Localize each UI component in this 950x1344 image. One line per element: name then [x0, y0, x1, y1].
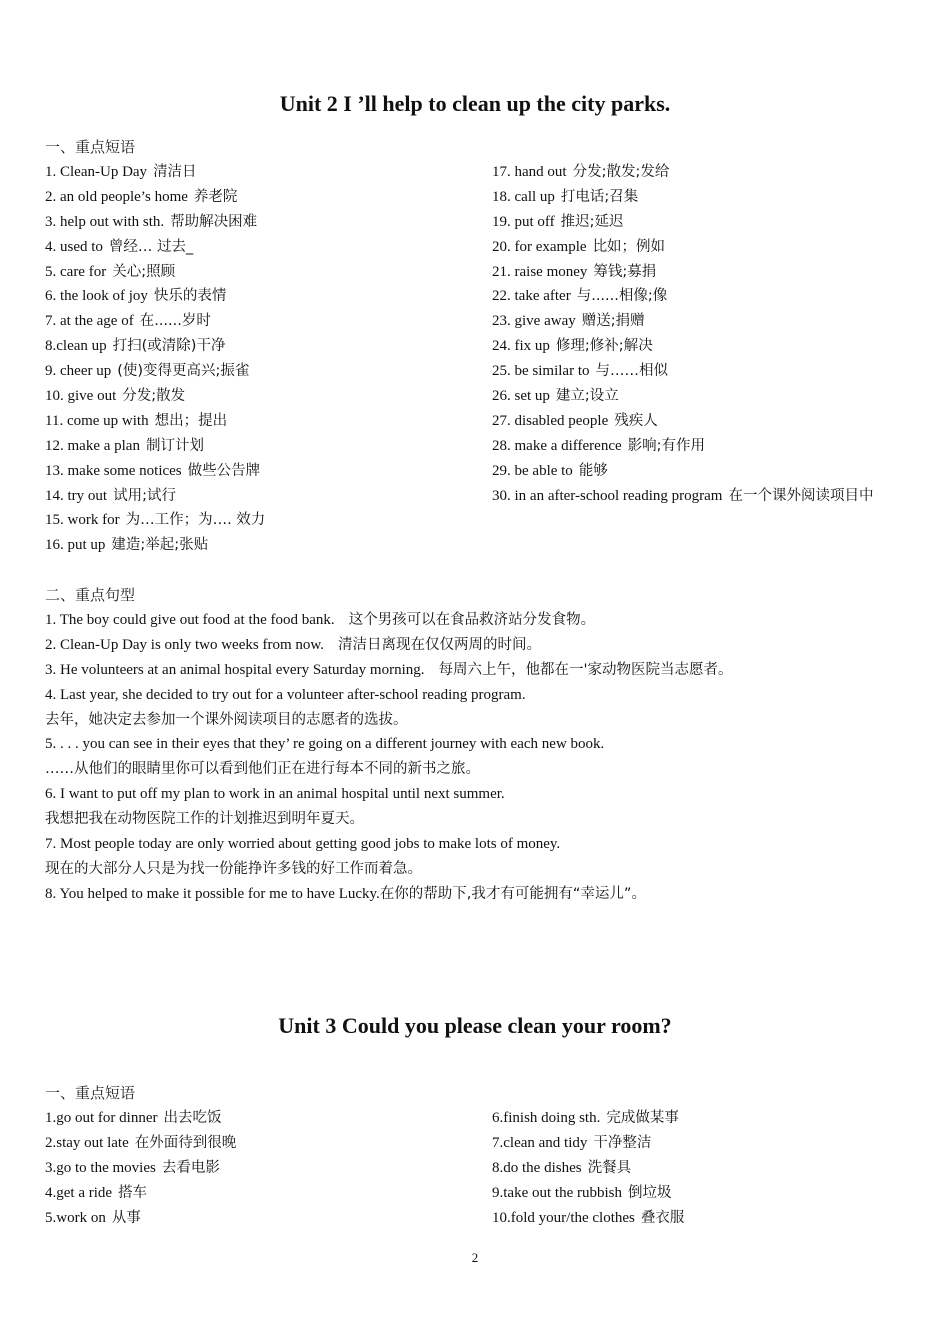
phrase-chinese: 想出；提出	[154, 412, 228, 429]
phrase-item	[492, 484, 912, 509]
phrase-english: 27. disabled people	[492, 412, 609, 429]
phrase-item	[492, 1206, 912, 1231]
phrase-item	[492, 309, 912, 334]
phrase-item	[492, 160, 912, 185]
phrase-english: 21. raise money	[492, 263, 588, 280]
phrase-english: 25. be similar to	[492, 363, 590, 380]
phrase-english: 10.fold your/the clothes	[492, 1209, 635, 1226]
phrase-item	[45, 1181, 475, 1206]
phrase-english: 18. call up	[492, 188, 555, 205]
phrase-item	[492, 235, 912, 260]
phrase-english: 9. cheer up	[45, 363, 112, 380]
sentence-english: 7. Most people today are only worried about getting good jobs to make lots of money.	[45, 836, 561, 853]
phrase-english: 4.get a ride	[45, 1184, 113, 1201]
phrase-english: 24. fix up	[492, 338, 550, 355]
phrase-item	[45, 284, 475, 309]
sentence-chinese: 我想把我在动物医院工作的计划推迟到明年夏天。	[45, 811, 364, 828]
phrase-item	[492, 1156, 912, 1181]
phrase-chinese: 帮助解决困难	[170, 213, 258, 230]
phrase-chinese: 试用;试行	[113, 487, 176, 504]
sentence-english: 5. . . . you can see in their eyes that they’ re going on a different journey with each new book.	[45, 736, 605, 753]
phrase-english: 7.clean and tidy	[492, 1134, 588, 1151]
phrase-english: 23. give away	[492, 313, 576, 330]
phrase-item	[492, 459, 912, 484]
phrase-chinese: 分发;散发;发给	[572, 164, 670, 180]
phrase-chinese: 去看电影	[161, 1159, 220, 1176]
phrase-chinese: 残疾人	[614, 412, 658, 429]
phrase-item	[45, 459, 475, 484]
phrase-chinese: 与……相似	[595, 363, 668, 380]
phrase-chinese: 能够	[578, 462, 608, 479]
phrase-chinese: 推迟;延迟	[560, 213, 624, 230]
phrase-chinese: 影响;有作用	[627, 437, 706, 454]
sentence-chinese: 清洁日离现在仅仅两周的时间。	[337, 636, 541, 653]
phrase-item	[45, 384, 475, 409]
phrase-chinese: (使)变得更高兴;振雀	[117, 363, 250, 380]
phrase-chinese: 建立;设立	[555, 388, 619, 405]
unit3-phrases-right-column	[492, 1106, 912, 1230]
phrase-english: 16. put up	[45, 537, 106, 554]
phrase-english: 7. at the age of	[45, 313, 134, 330]
phrase-item	[45, 409, 475, 434]
phrase-chinese: 关心;照顾	[112, 263, 176, 280]
sentence-chinese: 现在的大部分人只是为找一份能挣许多钱的好工作而着急。	[45, 860, 422, 877]
phrase-chinese: 做些公告牌	[187, 462, 261, 479]
unit3-title: Unit 3 Could you please clean your room?	[278, 1013, 672, 1038]
phrase-chinese: 在外面待到很晚	[134, 1134, 237, 1151]
phrase-english: 12. make a plan	[45, 437, 140, 454]
phrase-chinese: 曾经… 过去_	[108, 238, 194, 255]
unit2-phrases-heading: 一、重点短语	[45, 138, 136, 156]
phrase-chinese: 打扫(或清除)干净	[112, 338, 226, 355]
phrase-item	[492, 409, 912, 434]
sentence-english: 6. I want to put off my plan to work in an animal hospital until next summer.	[45, 786, 505, 803]
unit2-phrases-right-column	[492, 160, 912, 508]
phrase-english: 6. the look of joy	[45, 288, 148, 305]
unit3-phrases-heading: 一、重点短语	[45, 1084, 136, 1102]
phrase-chinese: 清洁日	[153, 164, 197, 180]
phrase-english: 9.take out the rubbish	[492, 1184, 622, 1201]
phrase-english: 1. Clean-Up Day	[45, 164, 148, 180]
phrase-english: 29. be able to	[492, 462, 573, 479]
sentence-line	[45, 608, 915, 633]
phrase-item	[45, 185, 475, 210]
phrase-item	[45, 1131, 475, 1156]
unit3-phrases-left-column	[45, 1106, 475, 1230]
phrase-chinese: 打电话;召集	[560, 188, 639, 205]
phrase-chinese: 从事	[111, 1209, 141, 1226]
phrase-english: 14. try out	[45, 487, 108, 504]
phrase-item	[45, 1206, 475, 1231]
sentence-english: 2. Clean-Up Day is only two weeks from now.	[45, 636, 324, 653]
phrase-english: 3. help out with sth.	[45, 213, 165, 230]
phrase-item	[45, 309, 475, 334]
phrase-item	[45, 508, 475, 533]
sentence-english: 1. The boy could give out food at the food bank.	[45, 612, 335, 628]
sentence-line	[45, 658, 915, 683]
phrase-english: 19. put off	[492, 213, 555, 230]
sentence-english: 3. He volunteers at an animal hospital every Saturday morning.	[45, 661, 425, 678]
phrase-english: 2. an old people’s home	[45, 188, 188, 205]
phrase-english: 11. come up with	[45, 412, 149, 429]
phrase-chinese: 为…工作；为…. 效力	[125, 512, 266, 529]
phrase-english: 6.finish doing sth.	[492, 1110, 601, 1126]
phrase-chinese: 倒垃圾	[627, 1184, 672, 1201]
unit2-phrases-left-column	[45, 160, 475, 558]
sentence-chinese: 去年，她决定去参加一个课外阅读项目的志愿者的选拔。	[45, 711, 408, 728]
phrase-chinese: 与......相像;像	[576, 288, 668, 305]
phrase-english: 2.stay out late	[45, 1134, 129, 1151]
phrase-item	[492, 185, 912, 210]
sentence-chinese: ……从他们的眼睛里你可以看到他们正在进行每本不同的新书之旅。	[45, 761, 480, 778]
phrase-item	[492, 384, 912, 409]
phrase-english: 5.work on	[45, 1209, 106, 1226]
phrase-item	[492, 1181, 912, 1206]
phrase-english: 15. work for	[45, 512, 120, 529]
phrase-item	[45, 484, 475, 509]
phrase-chinese: 建造;举起;张贴	[111, 537, 209, 554]
unit2-sentences-heading: 二、重点句型	[45, 586, 136, 604]
sentence-english: 4. Last year, she decided to try out for a volunteer after-school reading program.	[45, 686, 526, 703]
phrase-item	[492, 1106, 912, 1131]
phrase-chinese: 搭车	[118, 1184, 148, 1201]
phrase-english: 3.go to the movies	[45, 1159, 156, 1176]
phrase-english: 13. make some notices	[45, 462, 182, 479]
sentence-line	[45, 882, 915, 907]
phrase-chinese: 叠衣服	[640, 1209, 685, 1226]
phrase-item	[45, 1106, 475, 1131]
phrase-chinese: 出去吃饭	[163, 1110, 222, 1126]
phrase-item	[45, 434, 475, 459]
page-number: 2	[471, 1250, 479, 1265]
sentence-line	[45, 633, 915, 658]
unit2-sentences	[45, 608, 915, 907]
phrase-item	[492, 434, 912, 459]
phrase-english: 30. in an after-school reading program	[492, 487, 723, 504]
phrase-chinese: 赠送;捐赠	[581, 313, 645, 330]
phrase-chinese: 养老院	[193, 188, 238, 205]
phrase-chinese: 分发;散发	[122, 388, 186, 405]
phrase-item	[492, 284, 912, 309]
phrase-english: 22. take after	[492, 288, 571, 305]
phrase-chinese: 干净整洁	[593, 1134, 652, 1151]
phrase-chinese: 筹钱;募捐	[593, 263, 657, 280]
phrase-item	[45, 235, 475, 260]
phrase-chinese: 完成做某事	[606, 1110, 679, 1126]
phrase-chinese: 比如；例如	[592, 238, 666, 255]
phrase-item	[45, 533, 475, 558]
phrase-item	[45, 260, 475, 285]
phrase-english: 17. hand out	[492, 164, 567, 180]
phrase-english: 1.go out for dinner	[45, 1110, 158, 1126]
phrase-item	[45, 359, 475, 384]
sentence-chinese: 这个男孩可以在食品救济站分发食物。	[348, 612, 596, 628]
phrase-chinese: 洗餐具	[587, 1159, 632, 1176]
phrase-item	[492, 1131, 912, 1156]
phrase-item	[45, 1156, 475, 1181]
phrase-item	[492, 334, 912, 359]
phrase-english: 20. for example	[492, 238, 587, 255]
phrase-chinese: 快乐的表情	[153, 288, 227, 305]
phrase-item	[492, 260, 912, 285]
sentence-english: 8. You helped to make it possible for me to have Lucky.	[45, 885, 380, 902]
phrase-english: 8.do the dishes	[492, 1159, 582, 1176]
phrase-english: 26. set up	[492, 388, 550, 405]
phrase-english: 5. care for	[45, 263, 107, 280]
phrase-english: 10. give out	[45, 388, 117, 405]
phrase-chinese: 修理;修补;解决	[555, 338, 653, 355]
sentence-chinese: 在你的帮助下,我才有可能拥有“幸运儿”。	[379, 885, 646, 902]
phrase-english: 4. used to	[45, 238, 103, 255]
phrase-item	[492, 359, 912, 384]
phrase-item	[45, 210, 475, 235]
sentence-chinese: 每周六上午，他都在一'家动物医院当志愿者。	[438, 661, 733, 678]
phrase-english: 28. make a difference	[492, 437, 622, 454]
phrase-chinese: 在......岁时	[139, 313, 211, 330]
phrase-item	[45, 160, 475, 185]
phrase-chinese: 在一个课外阅读项目中	[728, 487, 874, 504]
phrase-chinese: 制订计划	[145, 437, 204, 454]
phrase-item	[45, 334, 475, 359]
unit2-title: Unit 2 I ’ll help to clean up the city parks.	[279, 91, 671, 116]
phrase-english: 8.clean up	[45, 338, 107, 355]
phrase-item	[492, 210, 912, 235]
